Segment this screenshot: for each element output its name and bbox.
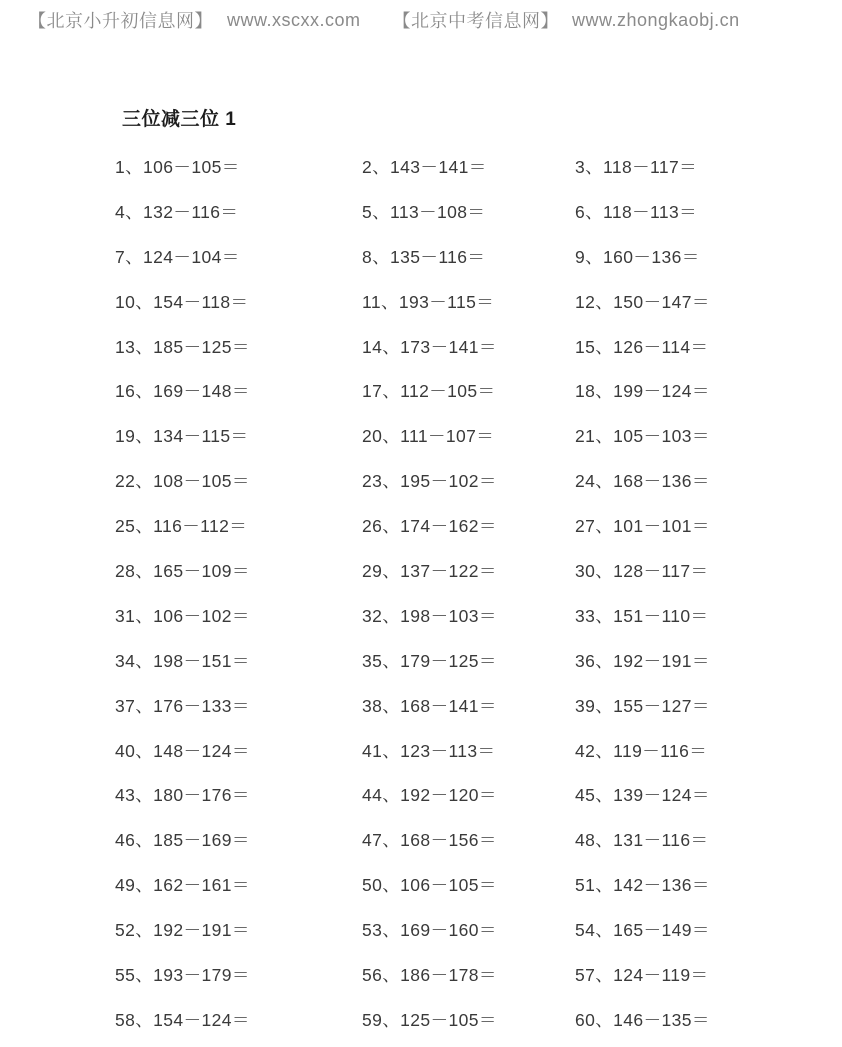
problem-item: 13、185－125＝	[115, 336, 250, 357]
problem-item: 57、124－119＝	[575, 964, 709, 985]
problem-item: 56、186－178＝	[362, 964, 497, 985]
problem-item: 1、106－105＝	[115, 156, 240, 177]
problem-item: 29、137－122＝	[362, 560, 497, 581]
problem-item: 20、111－107＝	[362, 426, 495, 447]
problem-item: 15、126－114＝	[575, 336, 709, 357]
worksheet-title: 三位减三位 1	[122, 109, 237, 130]
problem-item: 11、193－115＝	[362, 291, 495, 312]
problem-item: 39、155－127＝	[575, 695, 710, 716]
problem-item: 26、174－162＝	[362, 516, 497, 537]
problem-item: 30、128－117＝	[575, 560, 709, 581]
problem-item: 21、105－103＝	[575, 426, 710, 447]
problem-item: 48、131－116＝	[575, 830, 709, 851]
problem-item: 16、169－148＝	[115, 381, 250, 402]
problem-item: 44、192－120＝	[362, 785, 497, 806]
site2-name: 【北京中考信息网】	[392, 11, 560, 31]
problem-item: 36、192－191＝	[575, 650, 710, 671]
problem-item: 46、185－169＝	[115, 830, 250, 851]
problem-item: 42、119－116＝	[575, 740, 708, 761]
problem-item: 12、150－147＝	[575, 291, 710, 312]
problem-item: 10、154－118＝	[115, 291, 249, 312]
problem-item: 17、112－105＝	[362, 381, 496, 402]
problem-item: 24、168－136＝	[575, 471, 710, 492]
problem-item: 27、101－101＝	[575, 516, 710, 537]
site-header	[28, 7, 740, 33]
problem-item: 47、168－156＝	[362, 830, 497, 851]
site1-name: 【北京小升初信息网】	[28, 11, 213, 31]
problems-grid	[115, 144, 827, 1042]
problem-item: 59、125－105＝	[362, 1009, 497, 1030]
problem-item: 7、124－104＝	[115, 246, 240, 267]
problem-item: 18、199－124＝	[575, 381, 710, 402]
problem-item: 28、165－109＝	[115, 560, 250, 581]
problem-item: 52、192－191＝	[115, 920, 250, 941]
problem-item: 49、162－161＝	[115, 875, 250, 896]
problem-item: 55、193－179＝	[115, 964, 250, 985]
problem-item: 31、106－102＝	[115, 605, 250, 626]
problem-item: 3、118－117＝	[575, 156, 698, 177]
problem-item: 38、168－141＝	[362, 695, 497, 716]
problem-item: 43、180－176＝	[115, 785, 250, 806]
problem-item: 35、179－125＝	[362, 650, 497, 671]
problem-item: 51、142－136＝	[575, 875, 710, 896]
problem-item: 22、108－105＝	[115, 471, 250, 492]
problem-item: 45、139－124＝	[575, 785, 710, 806]
site1-url: www.xscxx.com	[227, 9, 361, 30]
problem-item: 5、113－108＝	[362, 201, 486, 222]
problem-item: 53、169－160＝	[362, 920, 497, 941]
problem-item: 41、123－113＝	[362, 740, 496, 761]
problem-item: 19、134－115＝	[115, 426, 249, 447]
problem-item: 25、116－112＝	[115, 516, 248, 537]
problem-item: 32、198－103＝	[362, 605, 497, 626]
problem-item: 4、132－116＝	[115, 201, 239, 222]
problem-item: 54、165－149＝	[575, 920, 710, 941]
problem-item: 6、118－113＝	[575, 201, 698, 222]
site2-url: www.zhongkaobj.cn	[572, 9, 740, 30]
problem-item: 58、154－124＝	[115, 1009, 250, 1030]
problem-item: 9、160－136＝	[575, 246, 700, 267]
problem-item: 34、198－151＝	[115, 650, 250, 671]
problem-item: 33、151－110＝	[575, 605, 709, 626]
problem-item: 8、135－116＝	[362, 246, 486, 267]
problem-item: 2、143－141＝	[362, 156, 487, 177]
problem-item: 60、146－135＝	[575, 1009, 710, 1030]
problem-item: 23、195－102＝	[362, 471, 497, 492]
problem-item: 40、148－124＝	[115, 740, 250, 761]
problem-item: 50、106－105＝	[362, 875, 497, 896]
problem-item: 14、173－141＝	[362, 336, 497, 357]
problem-item: 37、176－133＝	[115, 695, 250, 716]
